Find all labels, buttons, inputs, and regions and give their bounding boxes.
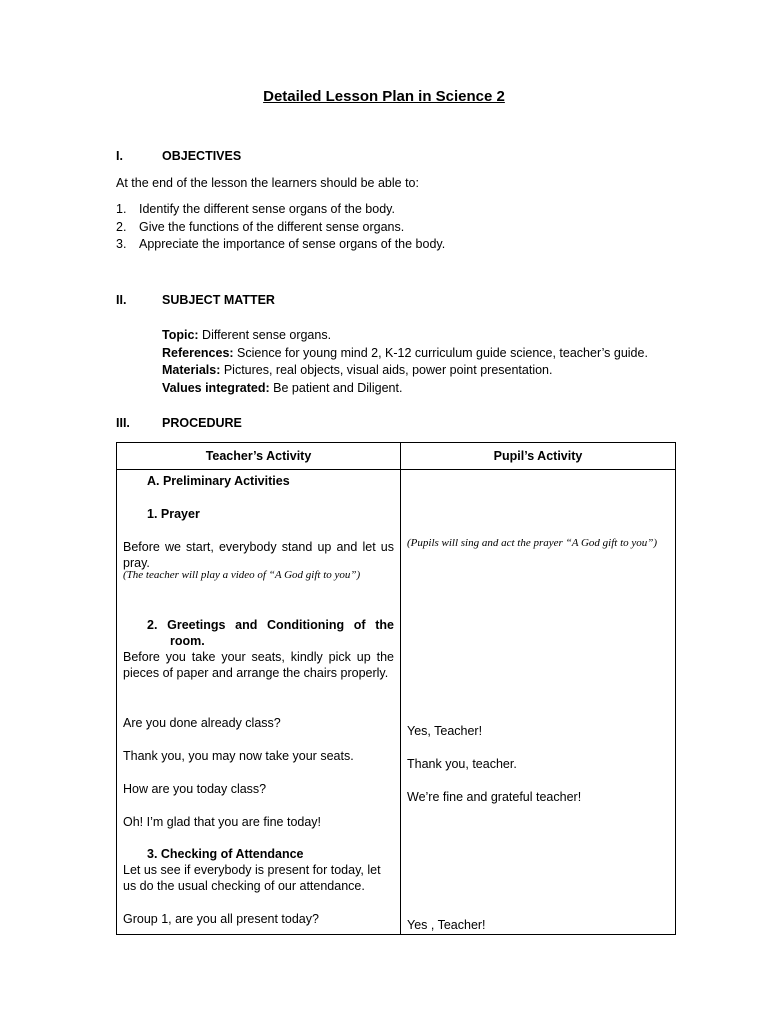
list-item: 3. Appreciate the importance of sense organs of the body. bbox=[116, 237, 446, 251]
pupil-prayer-note: (Pupils will sing and act the prayer “A God gift to you”) bbox=[407, 537, 658, 549]
pupil-fine: We’re fine and grateful teacher! bbox=[407, 790, 582, 804]
greetings-text: Before you take your seats, kindly pick up the pieces of paper and arrange the chairs properly. bbox=[123, 650, 394, 680]
topic-line: Topic: Different sense organs. bbox=[162, 328, 332, 342]
prayer-teacher-note: (The teacher will play a video of “A God gift to you”) bbox=[123, 569, 361, 581]
objectives-intro: At the end of the lesson the learners should be able to: bbox=[116, 176, 419, 190]
list-item: 2. Give the functions of the different sense organs. bbox=[116, 219, 405, 234]
teacher-thanks: Thank you, you may now take your seats. bbox=[123, 749, 354, 763]
subject-matter-heading: SUBJECT MATTER bbox=[162, 293, 275, 307]
preliminary-activities-heading: A. Preliminary Activities bbox=[147, 474, 290, 488]
teacher-group-question: Group 1, are you all present today? bbox=[123, 912, 319, 926]
pupil-thanks: Thank you, teacher. bbox=[407, 757, 517, 771]
pupil-yes-teacher: Yes, Teacher! bbox=[407, 724, 483, 738]
procedure-table bbox=[116, 442, 676, 935]
teacher-glad: Oh! I’m glad that you are fine today! bbox=[123, 815, 322, 829]
objectives-heading: OBJECTIVES bbox=[162, 149, 242, 163]
greetings-heading: 2. Greetings and Conditioning of the bbox=[147, 618, 394, 632]
attendance-heading: 3. Checking of Attendance bbox=[147, 847, 304, 861]
prayer-heading: 1. Prayer bbox=[147, 507, 200, 521]
document-title: Detailed Lesson Plan in Science 2 bbox=[263, 88, 505, 105]
materials-line: Materials: Pictures, real objects, visual aids, power point presentation. bbox=[162, 363, 553, 377]
procedure-heading: PROCEDURE bbox=[162, 416, 242, 430]
subject-matter-details bbox=[162, 327, 648, 397]
objectives-number: I. bbox=[116, 149, 123, 163]
values-line: Values integrated: Be patient and Diligent. bbox=[162, 380, 403, 395]
subject-matter-number: II. bbox=[116, 293, 127, 307]
pupil-present: Yes , Teacher! bbox=[407, 918, 486, 932]
teacher-activity-header: Teacher’s Activity bbox=[117, 443, 401, 470]
objectives-list bbox=[116, 201, 445, 254]
prayer-text: Before we start, everybody stand up and let us pray. bbox=[123, 540, 394, 570]
pupil-activity-header: Pupil’s Activity bbox=[401, 443, 676, 470]
teacher-how-question: How are you today class? bbox=[123, 782, 267, 796]
teacher-activity-cell bbox=[117, 470, 401, 935]
pupil-activity-cell bbox=[401, 470, 676, 935]
procedure-number: III. bbox=[116, 416, 130, 430]
references-line: References: Science for young mind 2, K-12 curriculum guide science, teacher’s guide. bbox=[162, 345, 648, 360]
teacher-done-question: Are you done already class? bbox=[123, 716, 281, 730]
attendance-text: Let us see if everybody is present for today, let us do the usual checking of our attendance. bbox=[123, 863, 381, 893]
list-item: 1. Identify the different sense organs of the body. bbox=[116, 202, 395, 216]
greetings-heading-cont: room. bbox=[170, 634, 205, 648]
